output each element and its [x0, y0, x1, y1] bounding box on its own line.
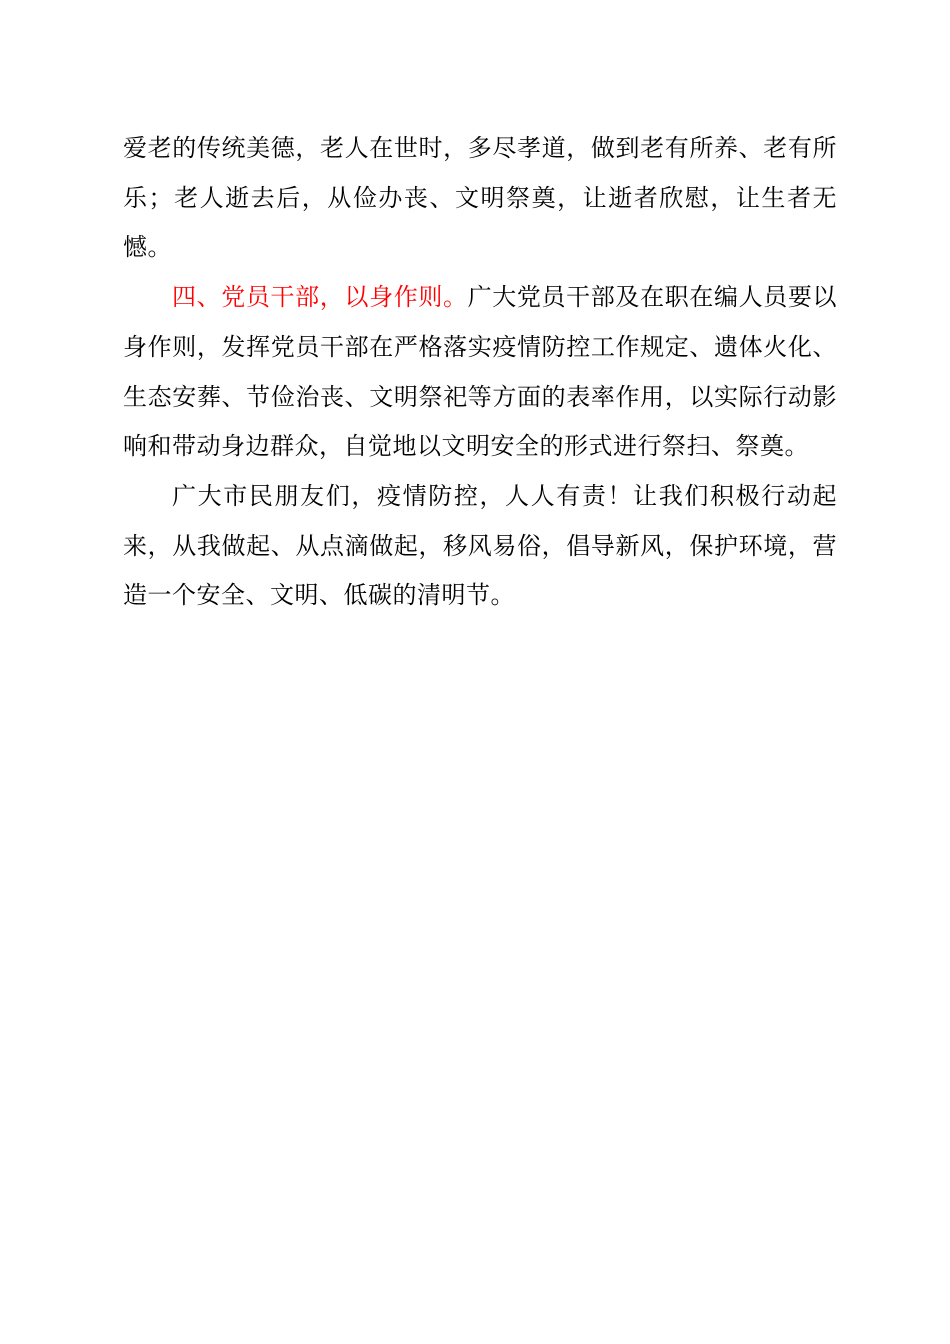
document-body — [123, 124, 837, 621]
section-body: 广大党员干部及在职在编人员要以身作则，发挥党员干部在严格落实疫情防控工作规定、遗体火化、生态安葬、节俭治丧、文明祭祀等方面的表率作用，以实际行动影响和带动身边群众，自觉地以文明安全的形式进行祭扫、祭奠。 — [123, 283, 838, 461]
paragraph-continuation: 爱老的传统美德，老人在世时，多尽孝道，做到老有所养、老有所乐；老人逝去后，从俭办丧、文明祭奠，让逝者欣慰，让生者无憾。 — [123, 134, 837, 262]
section-heading: 四、党员干部，以身作则。 — [172, 283, 468, 312]
paragraph-section-four — [123, 273, 837, 472]
paragraph-closing: 广大市民朋友们，疫情防控，人人有责！让我们积极行动起来，从我做起、从点滴做起，移风易俗，倡导新风，保护环境，营造一个安全、文明、低碳的清明节。 — [123, 481, 837, 610]
